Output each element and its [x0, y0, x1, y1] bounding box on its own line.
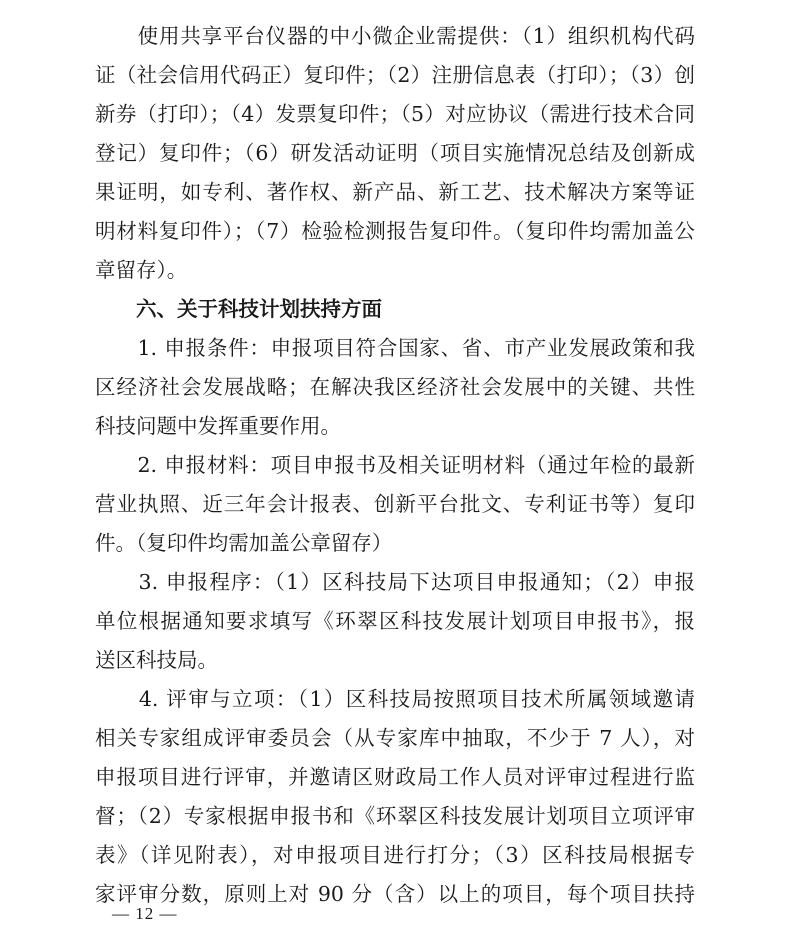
section-heading: 六、关于科技计划扶持方面 — [95, 297, 382, 321]
text-line: 使用共享平台仪器的中小微企业需提供：（1）组织机构代码 — [95, 24, 695, 48]
text-line: 1. 申报条件：申报项目符合国家、省、市产业发展政策和我 — [95, 336, 695, 360]
text-line: 家评审分数，原则上对 90 分（含）以上的项目，每个项目扶持 — [95, 882, 695, 906]
text-line: 件。（复印件均需加盖公章留存） — [95, 531, 393, 555]
text-line: 科技问题中发挥重要作用。 — [95, 414, 341, 438]
page-number: — 12 — — [112, 904, 178, 923]
text-line: 申报项目进行评审，并邀请区财政局工作人员对评审过程进行监 — [95, 765, 695, 789]
text-line: 2. 申报材料：项目申报书及相关证明材料（通过年检的最新 — [95, 453, 695, 477]
text-line: 新券（打印）；（4）发票复印件；（5）对应协议（需进行技术合同 — [95, 102, 695, 126]
text-line: 营业执照、近三年会计报表、创新平台批文、专利证书等）复印 — [95, 492, 695, 516]
text-line: 登记）复印件；（6）研发活动证明（项目实施情况总结及创新成 — [95, 141, 695, 165]
text-line: 相关专家组成评审委员会（从专家库中抽取，不少于 7 人），对 — [95, 726, 695, 750]
text-line: 章留存）。 — [95, 258, 188, 282]
text-line: 明材料复印件）；（7）检验检测报告复印件。（复印件均需加盖公 — [95, 219, 695, 243]
text-line: 果证明，如专利、著作权、新产品、新工艺、技术解决方案等证 — [95, 180, 695, 204]
text-line: 证（社会信用代码正）复印件；（2）注册信息表（打印）；（3）创 — [95, 63, 695, 87]
text-line: 区经济社会发展战略；在解决我区经济社会发展中的关键、共性 — [95, 375, 695, 399]
text-line: 督；（2）专家根据申报书和《环翠区科技发展计划项目立项评审 — [95, 804, 695, 828]
text-line: 4. 评审与立项：（1）区科技局按照项目技术所属领域邀请 — [95, 687, 695, 711]
text-line: 3. 申报程序：（1）区科技局下达项目申报通知；（2）申报 — [95, 570, 695, 594]
text-line: 表》（详见附表），对申报项目进行打分；（3）区科技局根据专 — [95, 843, 695, 867]
text-line: 单位根据通知要求填写《环翠区科技发展计划项目申报书》，报 — [95, 609, 695, 633]
text-line: 送区科技局。 — [95, 648, 218, 672]
